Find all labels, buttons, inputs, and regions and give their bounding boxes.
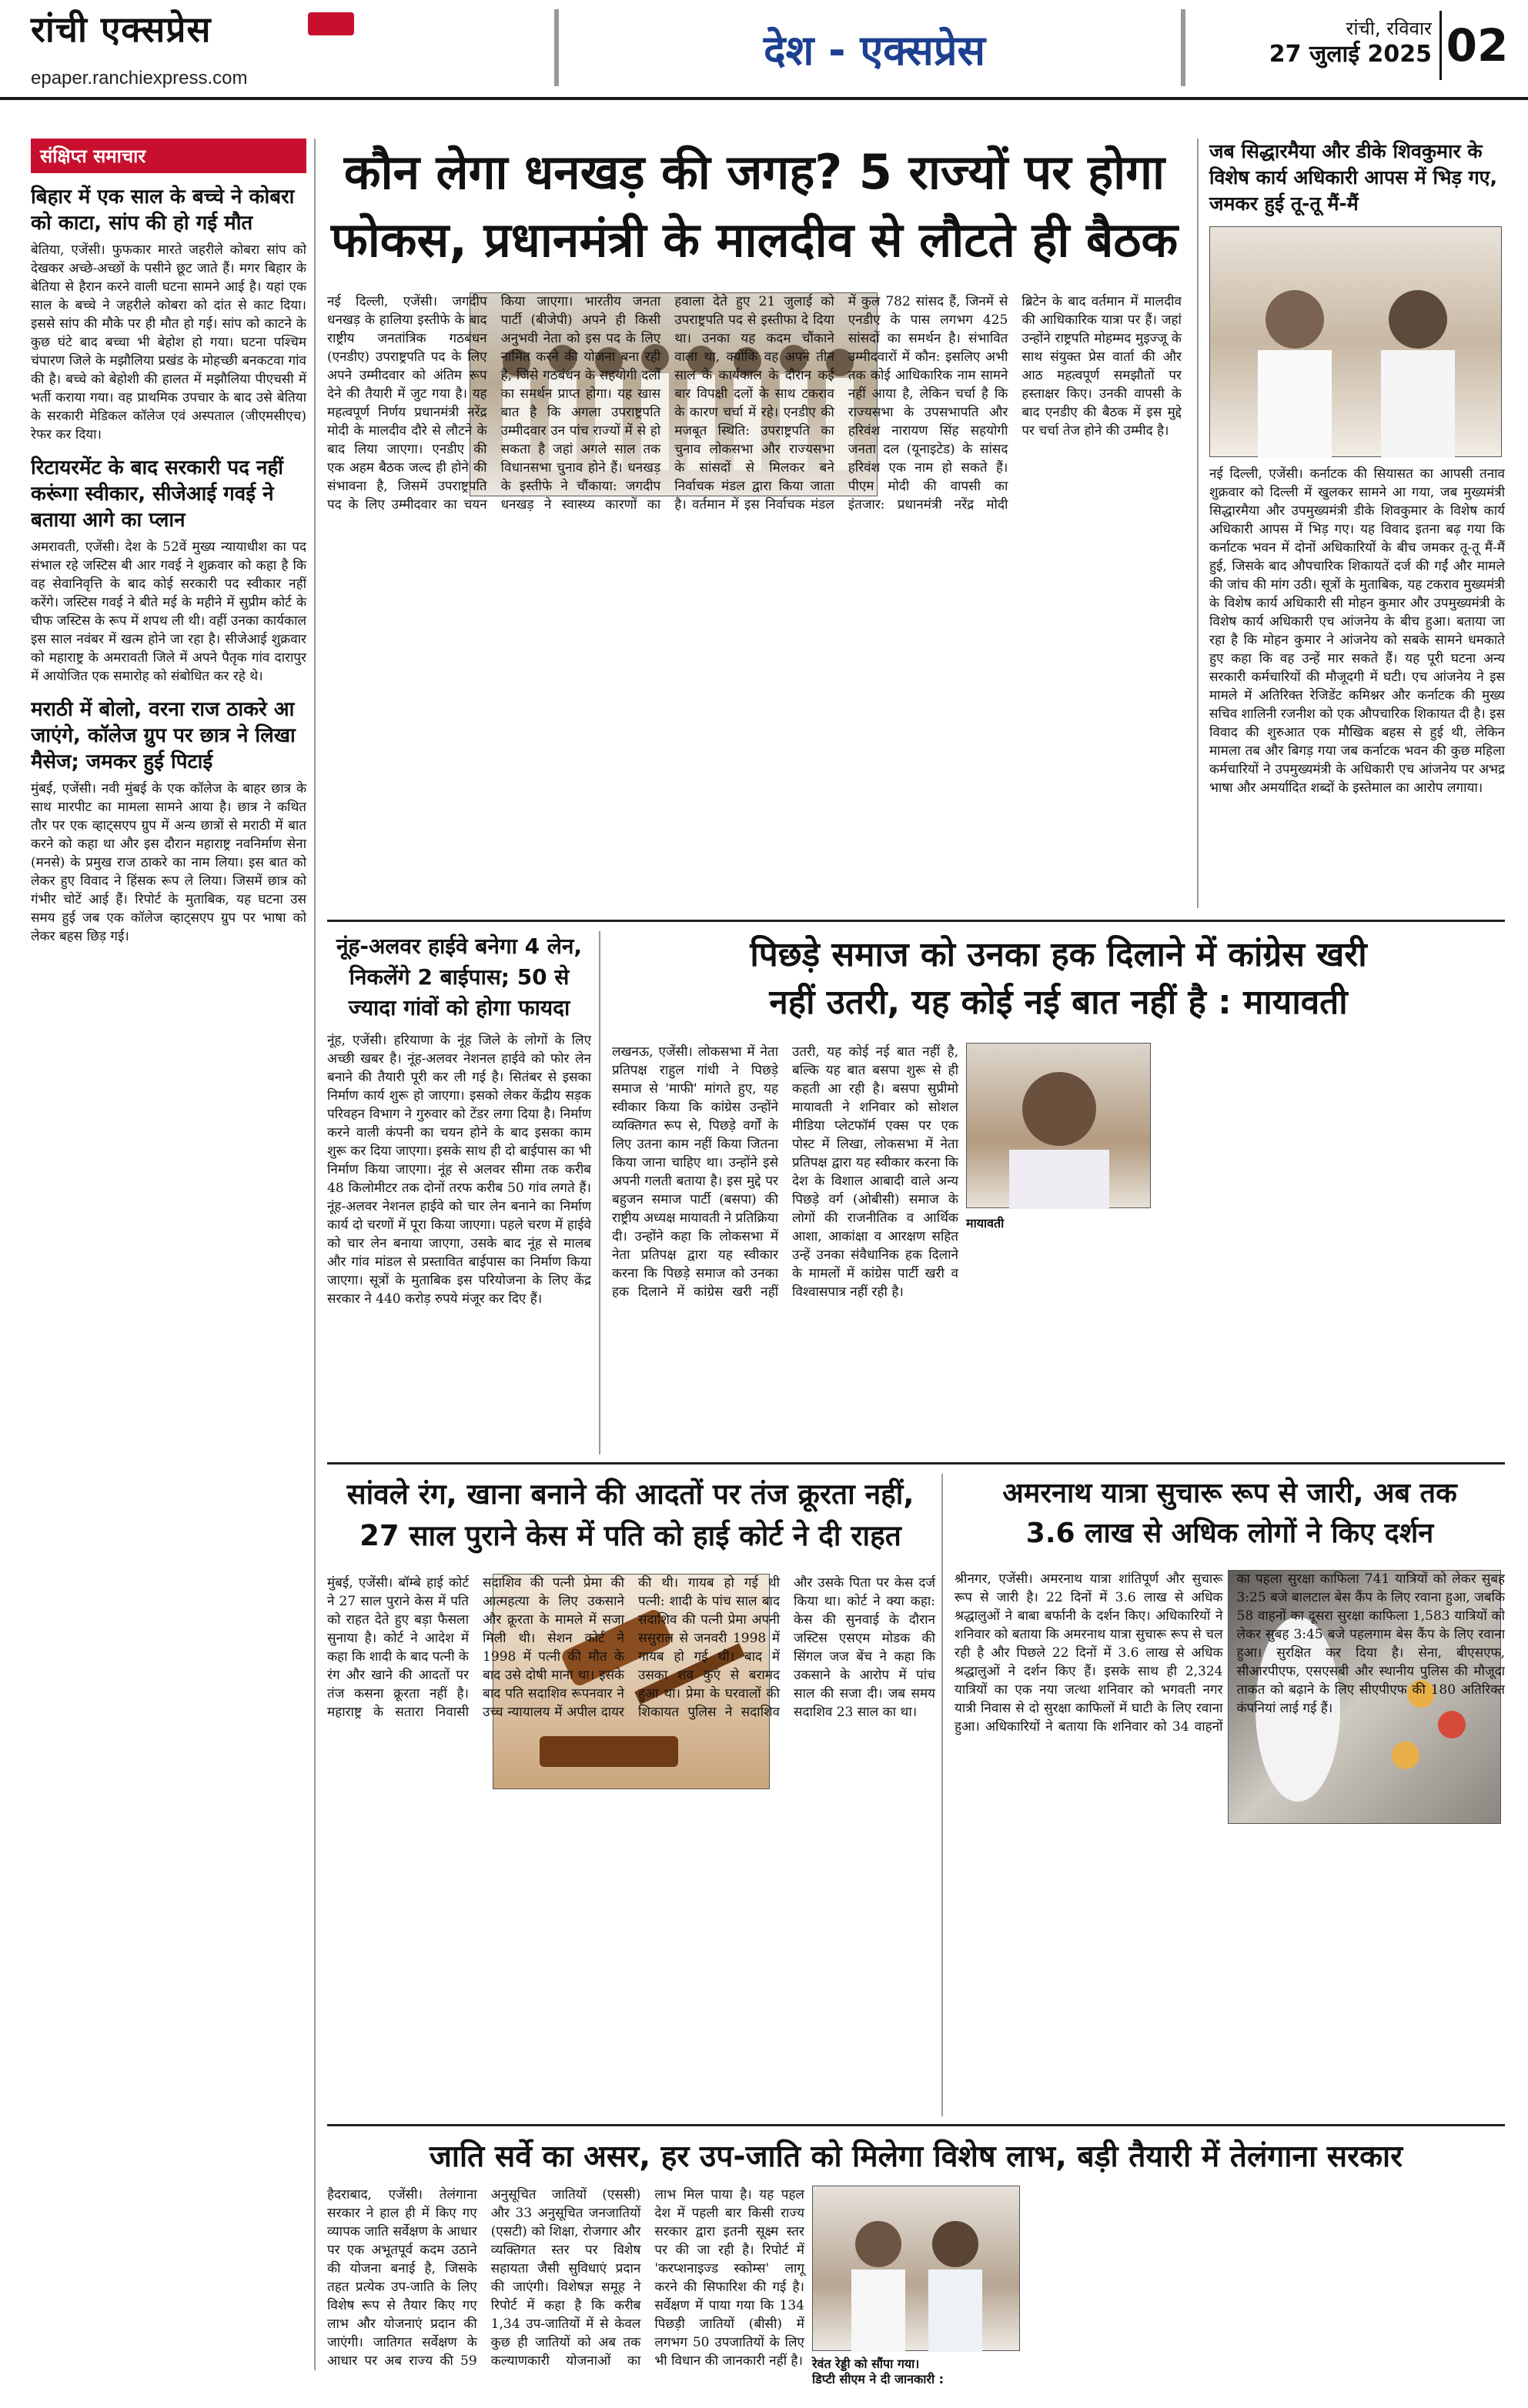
lead-headline-line-2: फोकस, प्रधानमंत्री के मालदीव से लौटते ही बैठक [330, 212, 1179, 268]
highway-headline: नूंह-अलवर हाईवे बनेगा 4 लेन, निकलेंगे 2 बाईपास; 50 से ज्यादा गांवों को होगा फायदा [336, 933, 583, 1020]
court-story[interactable] [327, 1474, 943, 2116]
brief-body: बेतिया, एजेंसी। फुफकार मारते जहरीले कोबरा सांप को देखकर अच्छे-अच्छों के पसीने छूट जाते हैं। मगर बिहार के बेतिया से हैरान करने वाली घटना सामने आई है। यहां एक साल के बच्चे ने जहरीले कोबरा को दांत से काट दिया। इससे सांप की मौके पर ही मौत हो गई। सांप को काटने के कुछ घंटे बाद बच्चा भी बेहोश हो गया। घटना पश्चिम चंपारण जिले के मझौलिया प्रखंड के मोहच्छी बनकटवा गांव की है। बच्चे को बेहोशी की हालत में मझौलिया पीएचसी में भर्ती कराया गया। वह प्राथमिक उपचार के बाद उसे बेतिया के सरकारी मेडिकल कॉलेज एवं अस्पताल (जीएमसीएच) रेफर कर दिया। [31, 242, 306, 443]
section-title: देश - एक्सप्रेस [763, 26, 986, 75]
logo-mark-icon [308, 12, 354, 35]
epaper-url[interactable]: epaper.ranchiexpress.com [31, 68, 248, 89]
karnataka-body: नई दिल्ली, एजेंसी। कर्नाटक की सियासत का आपसी तनाव शुक्रवार को दिल्ली में खुलकर सामने आ गया, जब मुख्यमंत्री सिद्धारमैया और उपमुख्यमंत्री डीके शिवकुमार के विशेष कार्य अधिकारी आपस में भिड़ गए। यह विवाद इतना बढ़ गया कि कर्नाटक भवन में दोनों अधिकारियों के बीच जमकर तू-तू मैं-मैं हुई, जिसके बाद औपचारिक शिकायतें दर्ज की गईं और मामले की जांच की मांग उठी। सूत्रों के मुताबिक, यह टकराव मुख्यमंत्री के विशेष कार्य अधिकारी सी मोहन कुमार और उपमुख्यमंत्री के विशेष कार्य अधिकारी एच आंजनेय के बीच हुआ। बताया जा रहा है कि मोहन कुमार ने आंजनेय को सबके सामने धमकाते हुए कहा कि वह उन्हें मार सकते हैं। यह पूरी घटना अन्य सरकारी कर्मचारियों की मौजूदगी में घटी। एच आंजनेय ने इस मामले में अतिरिक्त रेजिडेंट कमिश्नर और कर्नाटक की मुख्य सचिव शालिनी रजनीश को एक औपचारिक शिकायत दी है। इस विवाद की शुरुआत एक मौखिक बहस से हुई थी, लेकिन मामला तब और बिगड़ गया जब कर्नाटक भवन की कुछ महिला कर्मचारियों ने उपमुख्यमंत्री के अधिकारी एच आंजनेय पर अभद्र भाषा और अमर्यादित शब्दों के इस्तेमाल का आरोप लगाया। [1209, 466, 1505, 796]
mayawati-photo [966, 1043, 1151, 1208]
caste-headline: जाति सर्वे का असर, हर उप-जाति को मिलेगा विशेष लाभ, बड़ी तैयारी में तेलंगाना सरकार [429, 2139, 1403, 2174]
masthead [0, 0, 1528, 100]
mayawati-body: लखनऊ, एजेंसी। लोकसभा में नेता प्रतिपक्ष राहुल गांधी ने पिछड़े समाज से 'माफी' मांगते हुए, यह स्वीकार किया कि कांग्रेस उन्होंने व्यक्तिगत रूप से, पिछड़े वर्गों के लिए उतना काम नहीं किया जितना किया जाना चाहिए था। उन्होंने इसे अपनी गलती बताया है। इस मुद्दे पर बहुजन समाज पार्टी (बसपा) की राष्ट्रीय अध्यक्ष मायावती ने प्रतिक्रिया दी। उन्होंने कहा कि लोकसभा में नेता प्रतिपक्ष द्वारा यह स्वीकार करना कि पिछड़े समाज को उनका हक दिलाने में कांग्रेस खरी नहीं उतरी, यह कोई नई बात नहीं है, बल्कि यह बात बसपा शुरू से ही कहती आ रही है। बसपा सुप्रीमो मायावती ने शनिवार को सोशल मीडिया प्लेटफॉर्म एक्स पर एक पोस्ट में लिखा, लोकसभा में नेता प्रतिपक्ष द्वारा यह स्वीकार करना कि देश के विशाल आबादी वाले अन्य पिछड़े वर्ग (ओबीसी) समाज के लोगों की राजनीतिक व आर्थिक आशा, आकांक्षा व आरक्षण सहित उन्हें उनका संवैधानिक हक दिलाने के मामलों में कांग्रेस पार्टी खरी व विश्वासपात्र नहीं रही है। [612, 1044, 958, 1300]
brief-body: मुंबई, एजेंसी। नवी मुंबई के एक कॉलेज के बाहर छात्र के साथ मारपीट का मामला सामने आया है। छात्र ने कथित तौर पर एक व्हाट्सएप ग्रुप में अन्य छात्रों से मराठी में बात करने को कहा था और इस दौरान महाराष्ट्र नवनिर्माण सेना (मनसे) के प्रमुख राज ठाकरे का नाम लिया। इस बात को लेकर हुए विवाद ने हिंसक रूप ले लिया। जिसमें छात्र को गंभीर चोटें आई हैं। रिपोर्ट के मुताबिक, यह घटना उस समय हुई जब एक कॉलेज व्हाट्सएप ग्रुप पर भाषा को लेकर बहस छिड़ गई। [31, 781, 306, 944]
brief-body: अमरावती, एजेंसी। देश के 52वें मुख्य न्यायाधीश का पद संभाल रहे जस्टिस बी आर गवई ने शुक्रवार को कहा है कि वह सेवानिवृत्ति के बाद कोई सरकारी पद स्वीकार नहीं करेंगे। जस्टिस गवई ने बीते मई के महीने में सुप्रीम कोर्ट के चीफ जस्टिस के रूप में शपथ ली थी। वहीं उनका कार्यकाल इस साल नवंबर में खत्म होने जा रहा है। सीजेआई शुक्रवार को महाराष्ट्र के अमरावती जिले में अपने पैतृक गांव दारापुर में आयोजित एक समारोह को संबोधित कर रहे थे। [31, 539, 306, 684]
caste-photo [812, 2186, 1020, 2351]
lead-headline-line-1: कौन लेगा धनखड़ की जगह? 5 राज्यों पर होगा [343, 144, 1165, 200]
section-banner [554, 9, 1185, 86]
brief-headline: रिटायरमेंट के बाद सरकारी पद नहीं करूंगा स्वीकार, सीजेआई गवई ने बताया आगे का प्लान [31, 456, 284, 532]
officials-icon [813, 2186, 1021, 2352]
brief-headline: बिहार में एक साल के बच्चे ने कोबरा को काटा, सांप की हो गई मौत [31, 185, 295, 235]
mayawati-story[interactable] [612, 931, 1505, 1454]
issue-date: 27 जुलाई 2025 [1269, 41, 1432, 68]
amarnath-body: श्रीनगर, एजेंसी। अमरनाथ यात्रा शांतिपूर्ण और सुचारू रूप से जारी है। 22 दिनों में 3.6 लाख से अधिक श्रद्धालुओं ने बाबा बर्फानी के दर्शन किए। अधिकारियों ने शनिवार को बताया कि अमरनाथ यात्रा सुचारू रूप से चल रही है और पिछले 22 दिनों में 3.6 लाख से अधिक श्रद्धालुओं ने दर्शन किए हैं। इसके साथ ही 2,324 यात्रियों का एक नया जत्था शनिवार को भगवती नगर यात्री निवास से दो सुरक्षा काफिलों में घाटी के लिए रवाना हुआ। अधिकारियों ने बताया कि शनिवार को 34 वाहनों का पहला सुरक्षा काफिला 741 यात्रियों को लेकर सुबह 3:25 बजे बालटाल बेस कैंप के लिए रवाना हुआ, जबकि 58 वाहनों का दूसरा सुरक्षा काफिला 1,583 यात्रियों को लेकर सुबह 3:45 बजे पहलगाम बेस कैंप के लिए रवाना हुआ। सुरक्षित कर दिया है। सेना, बीएसएफ, सीआरपीएफ, एसएसबी और स्थानीय पुलिस की मौजूदा ताकत को बढ़ाने के लिए सीएपीएफ की 180 अतिरिक्त कंपनियां लाई गई हैं। [955, 1571, 1505, 1735]
lead-story[interactable] [327, 139, 1182, 908]
logo-text: रांची एक्सप्रेस [31, 8, 212, 50]
briefs-column [31, 139, 316, 2370]
briefs-band: संक्षिप्त समाचार [31, 139, 306, 173]
city-day: रांची, रविवार [1346, 18, 1432, 39]
court-headline-line-1: सांवले रंग, खाना बनाने की आदतों पर तंज क्रूरता नहीं, [346, 1478, 914, 1511]
brief-item[interactable] [31, 184, 306, 444]
page-number: 02 [1439, 11, 1513, 80]
section-divider [327, 2124, 1505, 2126]
caste-photo-caption: रेवंत रेड्डी को सौंपा गया। [812, 2356, 920, 2371]
mayawati-headline-line-2: नहीं उतरी, यह कोई नई बात नहीं है : मायावती [769, 983, 1348, 1022]
mayawati-headline-line-1: पिछड़े समाज को उनका हक दिलाने में कांग्रेस खरी [750, 935, 1367, 974]
highway-story[interactable] [327, 931, 600, 1454]
amarnath-headline-line-1: अमरनाथ यात्रा सुचारू रूप से जारी, अब तक [1002, 1478, 1457, 1509]
newspaper-logo[interactable] [31, 5, 354, 66]
dateline [1262, 15, 1432, 68]
caste-body: हैदराबाद, एजेंसी। तेलंगाना सरकार ने हाल ही में किए गए व्यापक जाति सर्वेक्षण के आधार पर एक अभूतपूर्व कदम उठाने की योजना बनाई है, जिसके तहत प्रत्येक उप-जाति के लिए विशेष रूप से तैयार किए गए लाभ और योजनाएं प्रदान की जाएंगी। जातिगत सर्वेक्षण के आधार पर अब राज्य की 59 अनुसूचित जातियों (एससी) और 33 अनुसूचित जनजातियों (एसटी) को शिक्षा, रोजगार और व्यक्तिगत स्तर पर विशेष सहायता जैसी सुविधाएं प्रदान की जाएंगी। विशेषज्ञ समूह ने रिपोर्ट में कहा है कि करीब 1,34 उप-जातियों में से केवल कुछ ही जातियों को अब तक कल्याणकारी योजनाओं का लाभ मिल पाया है। यह पहल देश में पहली बार किसी राज्य सरकार द्वारा इतनी सूक्ष्म स्तर पर की जा रही है। रिपोर्ट में 'करप्शनाइज्ड स्कोम्स' लागू करने की सिफारिश की गई है। सर्वेक्षण में पाया गया कि 134 पिछड़ी जातियों (बीसी) में लगभग 50 उपजातियों के लिए भी विधान की जानकारी नहीं है। [327, 2187, 804, 2369]
mayawati-caption: मायावती [966, 1216, 1005, 1231]
section-divider [327, 1462, 1505, 1465]
caste-subhead: डिप्टी सीएम ने दी जानकारी : [812, 2372, 945, 2386]
brief-item[interactable] [31, 696, 306, 946]
karnataka-headline: जब सिद्धारमैया और डीके शिवकुमार के विशेष कार्य अधिकारी आपस में भिड़ गए, जमकर हुई तू-तू मैं-मैं [1209, 140, 1497, 215]
brief-headline: मराठी में बोलो, वरना राज ठाकरे आ जाएंगे, कॉलेज ग्रुप पर छात्र ने लिखा मैसेज; जमकर हुई पिटाई [31, 698, 296, 773]
highway-body: नूंह, एजेंसी। हरियाणा के नूंह जिले के लोगों के लिए अच्छी खबर है। नूंह-अलवर नेशनल हाईवे को फोर लेन बनाने की तैयारी पूरी कर ली गई है। सितंबर से इसका निर्माण कार्य शुरू हो जाएगा। इसको लेकर केंद्रीय सड़क परिवहन विभाग ने गुरुवार को टेंडर लगा दिया है। निर्माण करने वाली कंपनी का चयन होने के बाद इसका काम शुरू कर दिया जाएगा। इसके साथ ही दो बाईपास का भी निर्माण किया जाएगा। नूंह से अलवर सीमा तक करीब 48 किलोमीटर तक दोनों तरफ करीब 50 गांव लगते हैं। नूंह-अलवर नेशनल हाईवे को चार लेन बनाने का निर्माण कार्य दो चरणों में पूरा किया जाएगा। पहले चरण में हाईवे को चार लेन बनाया जाएगा, उसके बाद नूंह से मालब और गांव मांडल से प्रस्तावित बाईपास का निर्माण किया जाएगा। सूत्रों के मुताबिक इस परियोजना के लिए केंद्र सरकार ने 440 करोड़ रुपये मंजूर कर दिए हैं। [327, 1033, 591, 1307]
section-divider [327, 920, 1505, 922]
karnataka-photo [1209, 226, 1502, 457]
court-body: मुंबई, एजेंसी। बॉम्बे हाई कोर्ट ने 27 साल पुराने केस में पति को राहत देते हुए बड़ा फैसला सुनाया है। कोर्ट ने आदेश में कहा कि शादी के बाद पत्नी के रंग और खाने की आदतों पर तंज कसना क्रूरता नहीं है। महाराष्ट्र के सतारा निवासी सदाशिव की पत्नी प्रेमा की आत्महत्या के लिए उकसाने और क्रूरता के मामले में सजा मिली थी। सेशन कोर्ट ने 1998 में पत्नी की मौत के बाद उसे दोषी माना था। इसके बाद पति सदाशिव रूपनवार ने उच्च न्यायालय में अपील दायर की थी। गायब हो गई थी पत्नी: शादी के पांच साल बाद सदाशिव की पत्नी प्रेमा अपनी ससुराल से जनवरी 1998 में गायब हो गई थी। बाद में उसका शव कुएं से बरामद हुआ था। प्रेमा के घरवालों की शिकायत पुलिस ने सदाशिव और उसके पिता पर केस दर्ज किया था। कोर्ट ने क्या कहा: केस की सुनवाई के दौरान जस्टिस एसएम मोडक की सिंगल जज बेंच ने कहा कि उकसाने के आरोप में पांच साल की सजा दी। जब समय सदाशिव 23 साल का था। [327, 1575, 935, 1720]
karnataka-story[interactable] [1197, 139, 1505, 908]
brief-item[interactable] [31, 455, 306, 686]
amarnath-story[interactable] [955, 1474, 1505, 2116]
court-headline-line-2: 27 साल पुराने केस में पति को हाई कोर्ट ने दी राहत [359, 1519, 901, 1552]
portrait-icon [967, 1044, 1152, 1209]
politicians-icon [1210, 227, 1503, 458]
amarnath-headline-line-2: 3.6 लाख से अधिक लोगों ने किए दर्शन [1025, 1518, 1434, 1549]
lead-body: नई दिल्ली, एजेंसी। जगदीप धनखड़ के हालिया इस्तीफे के बाद राष्ट्रीय जनतांत्रिक गठबंधन (एनडीए) उपराष्ट्रपति पद के लिए अपने उम्मीदवार को अंतिम रूप देने की तैयारी में जुट गया है। यह महत्वपूर्ण निर्णय प्रधानमंत्री नरेंद्र मोदी के मालदीव दौरे से लौटने के बाद लिया जाएगा। एनडीए की एक अहम बैठक जल्द ही होने की संभावना है, जिसमें उपराष्ट्रपति पद के लिए उम्मीदवार का चयन किया जाएगा। भारतीय जनता पार्टी (बीजेपी) अपने ही किसी अनुभवी नेता को इस पद के लिए नामित करने की योजना बना रही है, जिसे गठबंधन के सहयोगी दलों का समर्थन प्राप्त होगा। यह खास बात है कि अगला उपराष्ट्रपति उम्मीदवार उन पांच राज्यों में से हो सकता है जहां अगले साल तक विधानसभा चुनाव होने हैं। धनखड़ के इस्तीफे ने चौंकाया: जगदीप धनखड़ ने स्वास्थ्य कारणों का हवाला देते हुए 21 जुलाई को उपराष्ट्रपति पद से इस्तीफा दे दिया था। उनका यह कदम चौंकाने वाला था, क्योंकि वह अपने तीन साल के कार्यकाल के दौरान कई बार विपक्षी दलों के साथ टकराव के कारण चर्चा में रहे। एनडीए की मजबूत स्थिति: उपराष्ट्रपति का चुनाव लोकसभा और राज्यसभा के सांसदों से मिलकर बने निर्वाचक मंडल द्वारा किया जाता है। वर्तमान में इस निर्वाचक मंडल में कुल 782 सांसद हैं, जिनमें से एनडीए के पास लगभग 425 सांसदों का समर्थन है। संभावित उम्मीदवारों में कौन: इसलिए अभी तक कोई आधिकारिक नाम सामने नहीं आया है, लेकिन चर्चा है कि राज्यसभा के उपसभापति और हरिवंश नारायण सिंह सहयोगी जनता दल (यूनाइटेड) के सांसद हरिवंश एक नाम हो सकते हैं। पीएम मोदी की वापसी का इंतजार: प्रधानमंत्री नरेंद्र मोदी ब्रिटेन के बाद वर्तमान में मालदीव की आधिकारिक यात्रा पर हैं। जहां उन्होंने राष्ट्रपति मोहम्मद मुइज्जू के साथ संयुक्त प्रेस वार्ता की और आठ महत्वपूर्ण समझौतों पर हस्ताक्षर किए। उनकी वापसी के बाद एनडीए की बैठक में इस मुद्दे पर चर्चा तेज होने की उम्मीद है। [327, 294, 1182, 513]
caste-survey-story[interactable] [327, 2136, 1505, 2390]
